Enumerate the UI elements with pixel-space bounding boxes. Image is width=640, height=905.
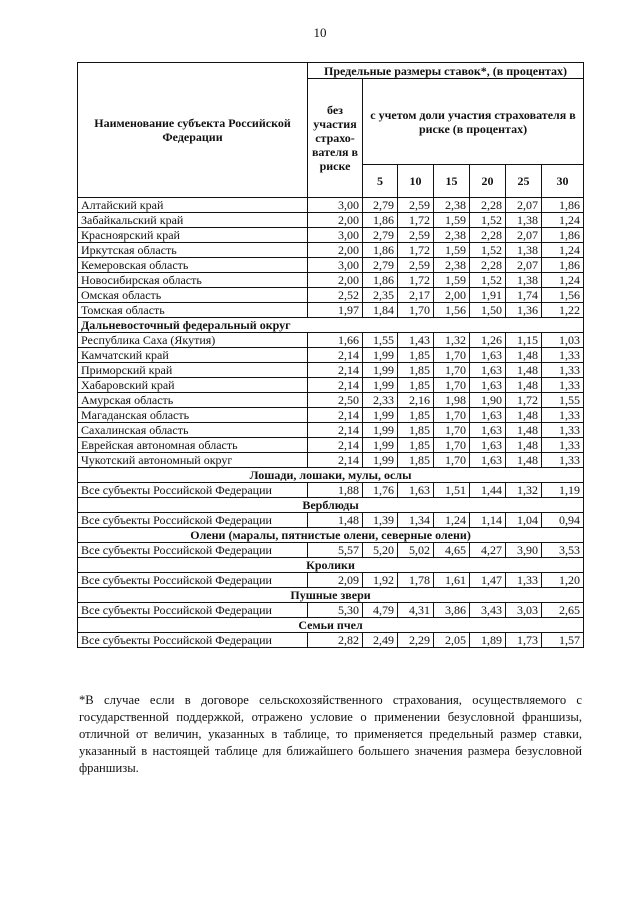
region-name: Камчатский край bbox=[78, 348, 308, 363]
table-row bbox=[78, 243, 584, 258]
rate-value: 1,03 bbox=[542, 333, 584, 348]
rate-value: 1,33 bbox=[542, 348, 584, 363]
rate-value: 1,91 bbox=[470, 288, 506, 303]
rate-value: 5,57 bbox=[308, 543, 363, 558]
region-name: Все субъекты Российской Федерации bbox=[78, 513, 308, 528]
rate-value: 2,79 bbox=[363, 198, 398, 213]
rate-value: 1,39 bbox=[363, 513, 398, 528]
rate-value: 4,31 bbox=[398, 603, 434, 618]
table-row bbox=[78, 633, 584, 648]
rate-value: 4,79 bbox=[363, 603, 398, 618]
rate-value: 1,84 bbox=[363, 303, 398, 318]
table-row bbox=[78, 333, 584, 348]
rate-value: 1,74 bbox=[506, 288, 542, 303]
section-title-row bbox=[78, 558, 584, 573]
rate-value: 5,20 bbox=[363, 543, 398, 558]
rate-value: 1,85 bbox=[398, 408, 434, 423]
region-name: Амурская область bbox=[78, 393, 308, 408]
table-row bbox=[78, 348, 584, 363]
rate-value: 1,70 bbox=[434, 408, 470, 423]
rate-value: 1,99 bbox=[363, 363, 398, 378]
rates-table bbox=[77, 62, 584, 648]
table-row bbox=[78, 198, 584, 213]
rate-value: 1,72 bbox=[398, 243, 434, 258]
rate-value: 1,32 bbox=[434, 333, 470, 348]
region-name: Все субъекты Российской Федерации bbox=[78, 543, 308, 558]
table-row bbox=[78, 303, 584, 318]
rate-value: 1,63 bbox=[470, 408, 506, 423]
without-participation-header: без участия страхо-вателя в риске bbox=[308, 79, 363, 198]
region-name: Томская область bbox=[78, 303, 308, 318]
rate-value: 1,66 bbox=[308, 333, 363, 348]
region-name: Иркутская область bbox=[78, 243, 308, 258]
rate-value: 1,76 bbox=[363, 483, 398, 498]
rate-value: 2,07 bbox=[506, 228, 542, 243]
rate-value: 1,85 bbox=[398, 453, 434, 468]
rate-value: 1,47 bbox=[470, 573, 506, 588]
rate-value: 1,33 bbox=[506, 573, 542, 588]
rate-value: 1,86 bbox=[363, 273, 398, 288]
rate-value: 1,22 bbox=[542, 303, 584, 318]
rate-value: 1,59 bbox=[434, 243, 470, 258]
region-name: Еврейская автономная область bbox=[78, 438, 308, 453]
rate-value: 1,89 bbox=[470, 633, 506, 648]
rate-value: 1,70 bbox=[434, 348, 470, 363]
rate-value: 2,14 bbox=[308, 438, 363, 453]
rate-value: 1,85 bbox=[398, 363, 434, 378]
rate-value: 1,44 bbox=[470, 483, 506, 498]
rate-value: 1,38 bbox=[506, 213, 542, 228]
rate-value: 1,19 bbox=[542, 483, 584, 498]
rate-value: 1,63 bbox=[398, 483, 434, 498]
rate-value: 1,78 bbox=[398, 573, 434, 588]
rate-value: 1,55 bbox=[542, 393, 584, 408]
table-row bbox=[78, 258, 584, 273]
rate-value: 1,55 bbox=[363, 333, 398, 348]
rate-value: 1,48 bbox=[506, 378, 542, 393]
section-title: Пушные звери bbox=[78, 588, 584, 603]
rate-value: 1,48 bbox=[506, 423, 542, 438]
rate-value: 2,14 bbox=[308, 378, 363, 393]
section-title: Олени (маралы, пятнистые олени, северные олени) bbox=[78, 528, 584, 543]
region-name: Новосибирская область bbox=[78, 273, 308, 288]
region-name: Республика Саха (Якутия) bbox=[78, 333, 308, 348]
section-title-row bbox=[78, 618, 584, 633]
region-name: Красноярский край bbox=[78, 228, 308, 243]
rate-value: 1,99 bbox=[363, 438, 398, 453]
rate-value: 2,59 bbox=[398, 258, 434, 273]
rate-value: 1,15 bbox=[506, 333, 542, 348]
rate-value: 1,32 bbox=[506, 483, 542, 498]
rate-value: 2,82 bbox=[308, 633, 363, 648]
rate-value: 2,14 bbox=[308, 408, 363, 423]
percent-header: 10 bbox=[398, 165, 434, 198]
rate-value: 1,24 bbox=[542, 243, 584, 258]
rate-value: 1,33 bbox=[542, 408, 584, 423]
table-row bbox=[78, 438, 584, 453]
percent-header: 20 bbox=[470, 165, 506, 198]
rate-value: 1,72 bbox=[506, 393, 542, 408]
rate-value: 2,38 bbox=[434, 228, 470, 243]
rate-value: 1,85 bbox=[398, 423, 434, 438]
rate-value: 1,88 bbox=[308, 483, 363, 498]
region-name: Омская область bbox=[78, 288, 308, 303]
rate-value: 1,38 bbox=[506, 243, 542, 258]
rate-value: 1,14 bbox=[470, 513, 506, 528]
rate-value: 1,99 bbox=[363, 453, 398, 468]
rate-value: 1,33 bbox=[542, 378, 584, 393]
rate-value: 2,79 bbox=[363, 228, 398, 243]
rate-value: 1,56 bbox=[434, 303, 470, 318]
rate-value: 2,33 bbox=[363, 393, 398, 408]
rate-value: 2,38 bbox=[434, 198, 470, 213]
rate-value: 1,63 bbox=[470, 348, 506, 363]
table-row bbox=[78, 423, 584, 438]
percent-header: 25 bbox=[506, 165, 542, 198]
rate-value: 1,85 bbox=[398, 348, 434, 363]
rate-value: 1,48 bbox=[308, 513, 363, 528]
table-row bbox=[78, 573, 584, 588]
rate-value: 2,38 bbox=[434, 258, 470, 273]
region-name: Все субъекты Российской Федерации bbox=[78, 483, 308, 498]
rate-value: 1,86 bbox=[542, 198, 584, 213]
rate-value: 1,59 bbox=[434, 213, 470, 228]
section-title: Верблюды bbox=[78, 498, 584, 513]
rate-value: 4,27 bbox=[470, 543, 506, 558]
rate-value: 2,14 bbox=[308, 453, 363, 468]
table-row bbox=[78, 393, 584, 408]
rates-column-header: Предельные размеры ставок*, (в процентах) bbox=[308, 63, 584, 79]
rate-value: 2,79 bbox=[363, 258, 398, 273]
section-title-row bbox=[78, 528, 584, 543]
rate-value: 1,61 bbox=[434, 573, 470, 588]
rate-value: 1,63 bbox=[470, 453, 506, 468]
rate-value: 2,59 bbox=[398, 228, 434, 243]
rate-value: 1,72 bbox=[398, 273, 434, 288]
region-name: Все субъекты Российской Федерации bbox=[78, 573, 308, 588]
rate-value: 1,04 bbox=[506, 513, 542, 528]
section-title-row bbox=[78, 588, 584, 603]
rate-value: 1,70 bbox=[434, 363, 470, 378]
rate-value: 2,05 bbox=[434, 633, 470, 648]
rate-value: 1,36 bbox=[506, 303, 542, 318]
rate-value: 1,63 bbox=[470, 438, 506, 453]
region-name: Забайкальский край bbox=[78, 213, 308, 228]
with-participation-header: с учетом доли участия страхователя в риске (в процентах) bbox=[363, 79, 584, 165]
table-row bbox=[78, 228, 584, 243]
table-row bbox=[78, 378, 584, 393]
rate-value: 3,00 bbox=[308, 228, 363, 243]
rate-value: 1,43 bbox=[398, 333, 434, 348]
rate-value: 2,59 bbox=[398, 198, 434, 213]
rate-value: 1,57 bbox=[542, 633, 584, 648]
section-title-row bbox=[78, 498, 584, 513]
table-row bbox=[78, 453, 584, 468]
district-title: Дальневосточный федеральный округ bbox=[78, 318, 584, 333]
rate-value: 1,90 bbox=[470, 393, 506, 408]
rate-value: 3,00 bbox=[308, 198, 363, 213]
rate-value: 2,29 bbox=[398, 633, 434, 648]
region-name: Хабаровский край bbox=[78, 378, 308, 393]
rate-value: 2,14 bbox=[308, 363, 363, 378]
rate-value: 1,34 bbox=[398, 513, 434, 528]
rate-value: 1,51 bbox=[434, 483, 470, 498]
rate-value: 1,99 bbox=[363, 378, 398, 393]
rate-value: 1,33 bbox=[542, 438, 584, 453]
rate-value: 1,86 bbox=[363, 243, 398, 258]
rate-value: 2,16 bbox=[398, 393, 434, 408]
rate-value: 1,97 bbox=[308, 303, 363, 318]
rate-value: 1,70 bbox=[434, 438, 470, 453]
table-row bbox=[78, 273, 584, 288]
rate-value: 2,17 bbox=[398, 288, 434, 303]
rate-value: 1,70 bbox=[398, 303, 434, 318]
region-name: Приморский край bbox=[78, 363, 308, 378]
rate-value: 1,86 bbox=[363, 213, 398, 228]
rate-value: 2,28 bbox=[470, 228, 506, 243]
rate-value: 1,56 bbox=[542, 288, 584, 303]
rate-value: 1,48 bbox=[506, 363, 542, 378]
section-title-row bbox=[78, 468, 584, 483]
rate-value: 1,70 bbox=[434, 423, 470, 438]
section-title: Лошади, лошаки, мулы, ослы bbox=[78, 468, 584, 483]
rate-value: 1,52 bbox=[470, 243, 506, 258]
rate-value: 1,48 bbox=[506, 453, 542, 468]
rate-value: 2,28 bbox=[470, 258, 506, 273]
rate-value: 2,35 bbox=[363, 288, 398, 303]
rate-value: 1,33 bbox=[542, 453, 584, 468]
table-row bbox=[78, 483, 584, 498]
rate-value: 1,72 bbox=[398, 213, 434, 228]
percent-header: 15 bbox=[434, 165, 470, 198]
region-name: Алтайский край bbox=[78, 198, 308, 213]
rate-value: 1,98 bbox=[434, 393, 470, 408]
page-number: 10 bbox=[313, 25, 327, 40]
rate-value: 2,09 bbox=[308, 573, 363, 588]
name-column-header: Наименование субъекта Российской Федерации bbox=[78, 63, 308, 198]
rate-value: 1,86 bbox=[542, 258, 584, 273]
rate-value: 2,49 bbox=[363, 633, 398, 648]
rate-value: 2,00 bbox=[308, 273, 363, 288]
rate-value: 3,90 bbox=[506, 543, 542, 558]
rate-value: 1,70 bbox=[434, 453, 470, 468]
rate-value: 2,00 bbox=[308, 213, 363, 228]
rate-value: 1,24 bbox=[542, 273, 584, 288]
table-header bbox=[78, 63, 584, 198]
rate-value: 3,43 bbox=[470, 603, 506, 618]
region-name: Сахалинская область bbox=[78, 423, 308, 438]
rate-value: 1,63 bbox=[470, 423, 506, 438]
rate-value: 2,65 bbox=[542, 603, 584, 618]
rate-value: 2,14 bbox=[308, 423, 363, 438]
table-row bbox=[78, 288, 584, 303]
rate-value: 1,70 bbox=[434, 378, 470, 393]
rate-value: 1,73 bbox=[506, 633, 542, 648]
rate-value: 1,86 bbox=[542, 228, 584, 243]
rate-value: 1,85 bbox=[398, 438, 434, 453]
rate-value: 5,02 bbox=[398, 543, 434, 558]
rate-value: 1,20 bbox=[542, 573, 584, 588]
rate-value: 1,24 bbox=[542, 213, 584, 228]
rate-value: 1,63 bbox=[470, 363, 506, 378]
rate-value: 2,07 bbox=[506, 198, 542, 213]
table-row bbox=[78, 513, 584, 528]
rate-value: 1,33 bbox=[542, 423, 584, 438]
rate-value: 1,33 bbox=[542, 363, 584, 378]
table-row bbox=[78, 213, 584, 228]
region-name: Кемеровская область bbox=[78, 258, 308, 273]
district-row bbox=[78, 318, 584, 333]
rate-value: 1,63 bbox=[470, 378, 506, 393]
percent-header: 30 bbox=[542, 165, 584, 198]
table-row bbox=[78, 543, 584, 558]
rate-value: 2,50 bbox=[308, 393, 363, 408]
rate-value: 2,00 bbox=[308, 243, 363, 258]
region-name: Чукотский автономный округ bbox=[78, 453, 308, 468]
rate-value: 2,52 bbox=[308, 288, 363, 303]
rate-value: 1,99 bbox=[363, 423, 398, 438]
rate-value: 3,86 bbox=[434, 603, 470, 618]
rate-value: 4,65 bbox=[434, 543, 470, 558]
region-name: Все субъекты Российской Федерации bbox=[78, 633, 308, 648]
rate-value: 1,50 bbox=[470, 303, 506, 318]
percent-header: 5 bbox=[363, 165, 398, 198]
rate-value: 1,99 bbox=[363, 408, 398, 423]
rate-value: 3,53 bbox=[542, 543, 584, 558]
rate-value: 2,28 bbox=[470, 198, 506, 213]
table-row bbox=[78, 408, 584, 423]
rate-value: 0,94 bbox=[542, 513, 584, 528]
rate-value: 1,99 bbox=[363, 348, 398, 363]
rate-value: 3,03 bbox=[506, 603, 542, 618]
section-title: Семьи пчел bbox=[78, 618, 584, 633]
rate-value: 1,26 bbox=[470, 333, 506, 348]
region-name: Магаданская область bbox=[78, 408, 308, 423]
rate-value: 1,59 bbox=[434, 273, 470, 288]
section-title: Кролики bbox=[78, 558, 584, 573]
rate-value: 3,00 bbox=[308, 258, 363, 273]
rate-value: 2,07 bbox=[506, 258, 542, 273]
rate-value: 1,52 bbox=[470, 213, 506, 228]
rate-value: 1,52 bbox=[470, 273, 506, 288]
rate-value: 1,48 bbox=[506, 348, 542, 363]
rate-value: 1,24 bbox=[434, 513, 470, 528]
table-row bbox=[78, 603, 584, 618]
rate-value: 2,14 bbox=[308, 348, 363, 363]
region-name: Все субъекты Российской Федерации bbox=[78, 603, 308, 618]
rate-value: 2,00 bbox=[434, 288, 470, 303]
rate-value: 1,92 bbox=[363, 573, 398, 588]
rate-value: 1,38 bbox=[506, 273, 542, 288]
rate-value: 1,48 bbox=[506, 438, 542, 453]
rate-value: 1,85 bbox=[398, 378, 434, 393]
table-body bbox=[78, 198, 584, 648]
footnote: *В случае если в договоре сельскохозяйственного страхования, осуществляемого с государственной поддержкой, отражено условие о применении безусловной франшизы, отличной от величин, указанных в таблице, то применяется предельный размер ставки, указанный в настоящей таблице для ближайшего большего значения размера безусловной франшизы. bbox=[79, 693, 582, 775]
rate-value: 1,48 bbox=[506, 408, 542, 423]
table-row bbox=[78, 363, 584, 378]
rate-value: 5,30 bbox=[308, 603, 363, 618]
